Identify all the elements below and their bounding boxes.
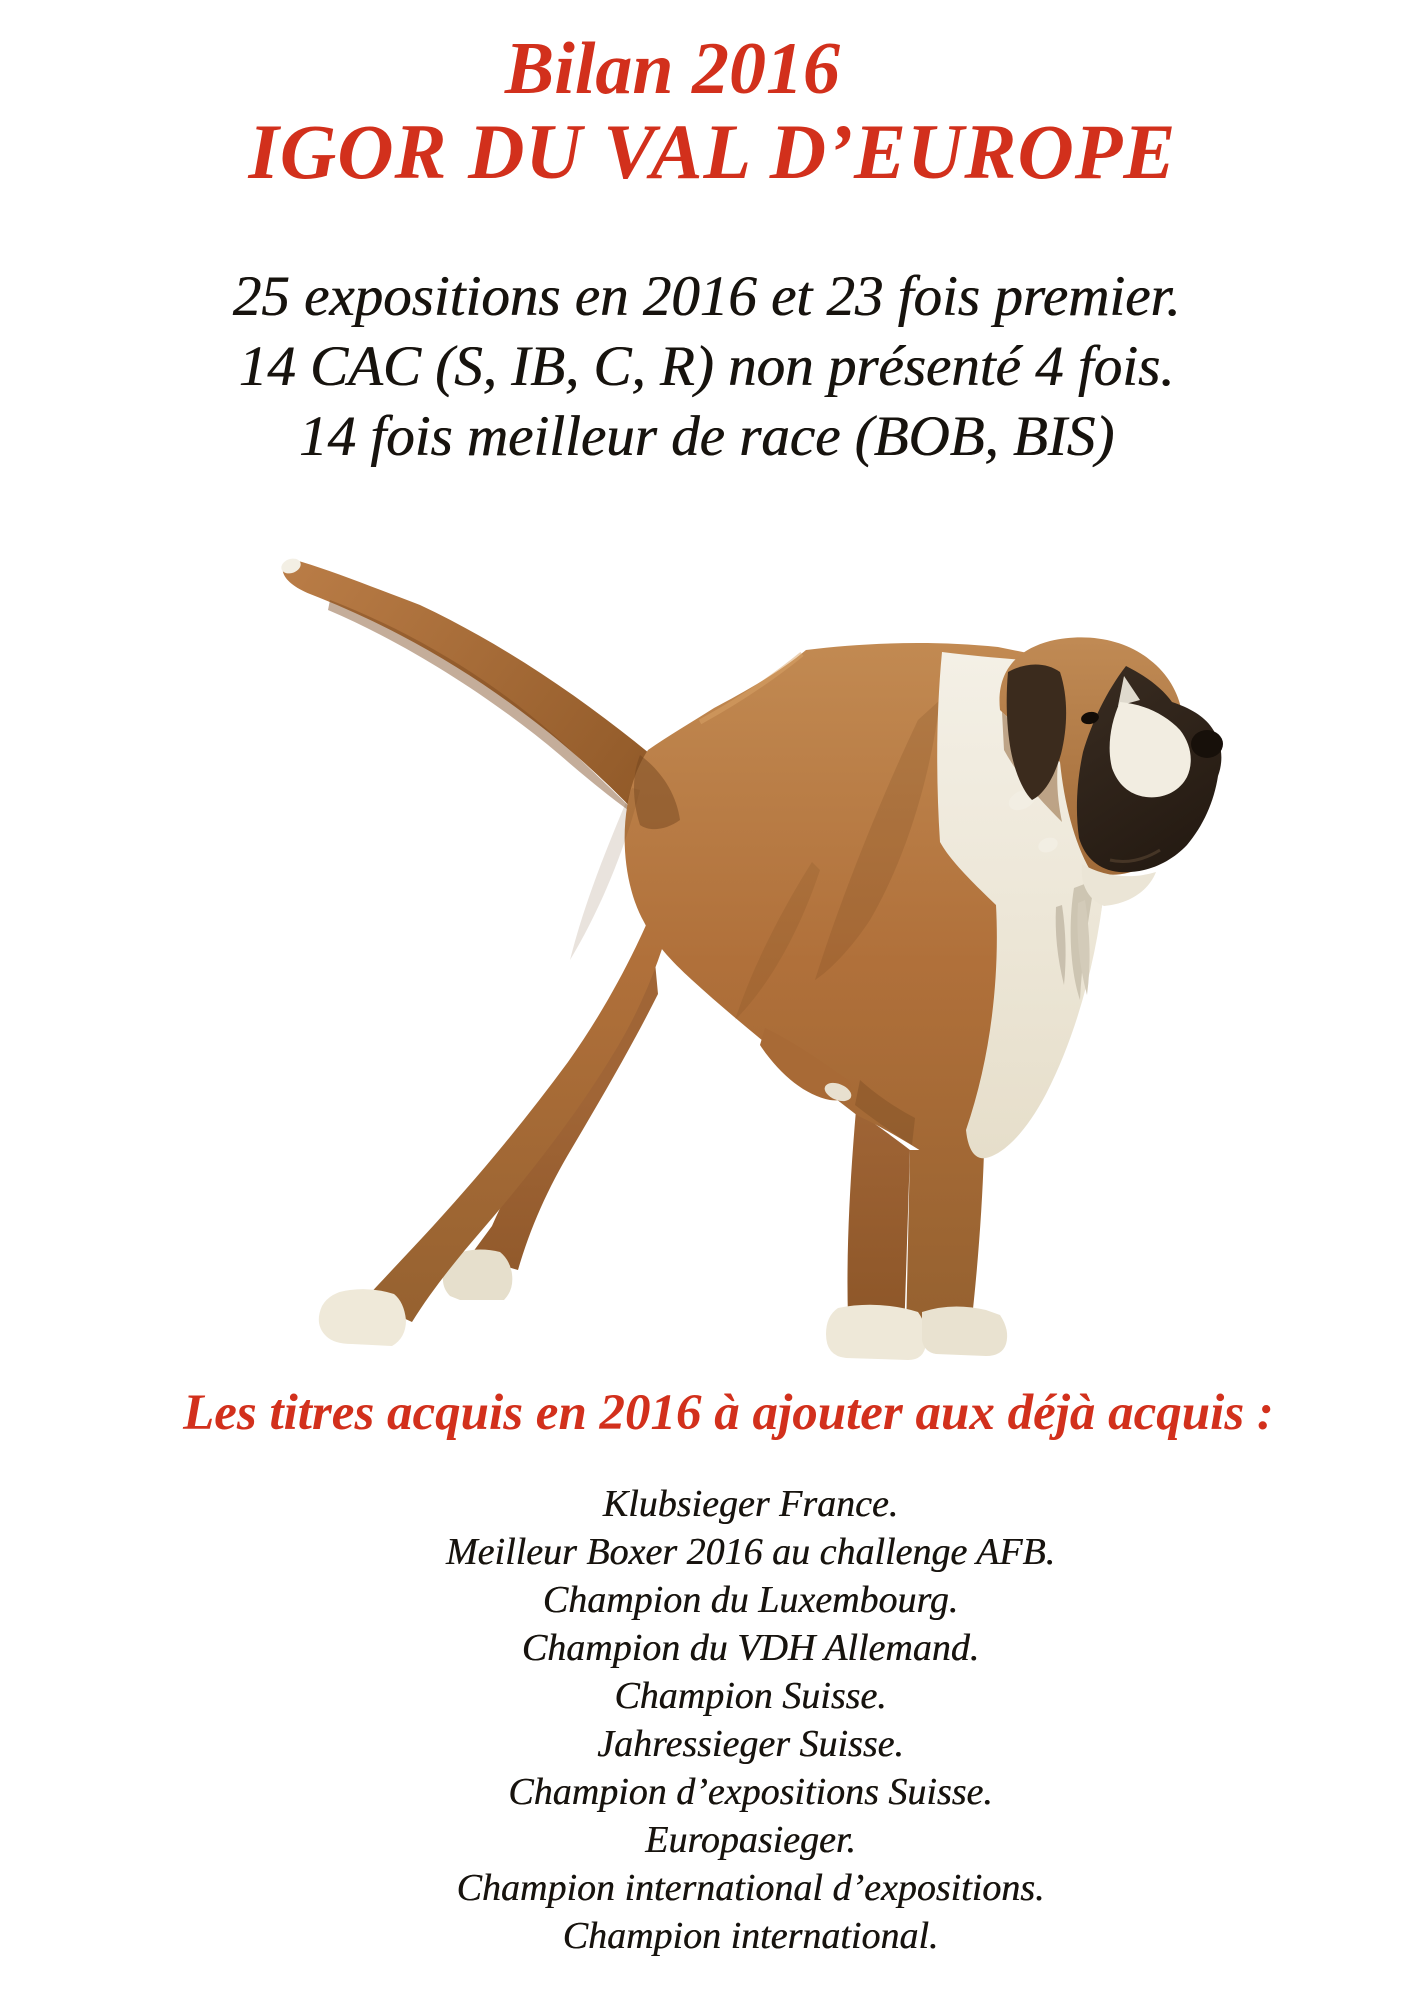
- dog-tail-underside-shadow: [328, 600, 645, 822]
- titles-list: [44, 1480, 1413, 1960]
- stats-block: [0, 262, 1413, 472]
- list-item: Klubsieger France.: [602, 1483, 899, 1525]
- dog-photo-svg: [0, 490, 1413, 1380]
- list-item: Europasieger.: [645, 1819, 856, 1861]
- list-item: Champion international d’expositions.: [456, 1867, 1045, 1909]
- list-item: Champion d’expositions Suisse.: [508, 1771, 993, 1813]
- near-hind-paw: [319, 1289, 406, 1346]
- stats-line: 14 fois meilleur de race (BOB, BIS): [298, 405, 1115, 468]
- list-item: Champion Suisse.: [614, 1675, 887, 1717]
- stats-line: 14 CAC (S, IB, C, R) non présenté 4 fois.: [238, 335, 1175, 398]
- list-item: Champion du Luxembourg.: [542, 1579, 959, 1621]
- front-left-paw: [826, 1305, 926, 1360]
- list-item: Champion du VDH Allemand.: [521, 1627, 980, 1669]
- titles-heading: Les titres acquis en 2016 à ajouter aux déjà acquis :: [183, 1385, 1274, 1441]
- dog-name-title: IGOR DU VAL D’EUROPE: [248, 108, 1177, 195]
- page-title: Bilan 2016: [504, 28, 841, 110]
- list-item: Champion international.: [562, 1915, 939, 1957]
- list-item: Jahressieger Suisse.: [597, 1723, 904, 1765]
- dog-photo: [0, 490, 1413, 1380]
- dog-tail: [279, 556, 655, 822]
- stats-line: 25 expositions en 2016 et 23 fois premier.: [232, 265, 1181, 328]
- front-left-leg: [847, 1110, 910, 1336]
- list-item: Meilleur Boxer 2016 au challenge AFB.: [445, 1531, 1056, 1573]
- dog-nose: [1191, 730, 1223, 758]
- front-right-paw: [922, 1306, 1007, 1356]
